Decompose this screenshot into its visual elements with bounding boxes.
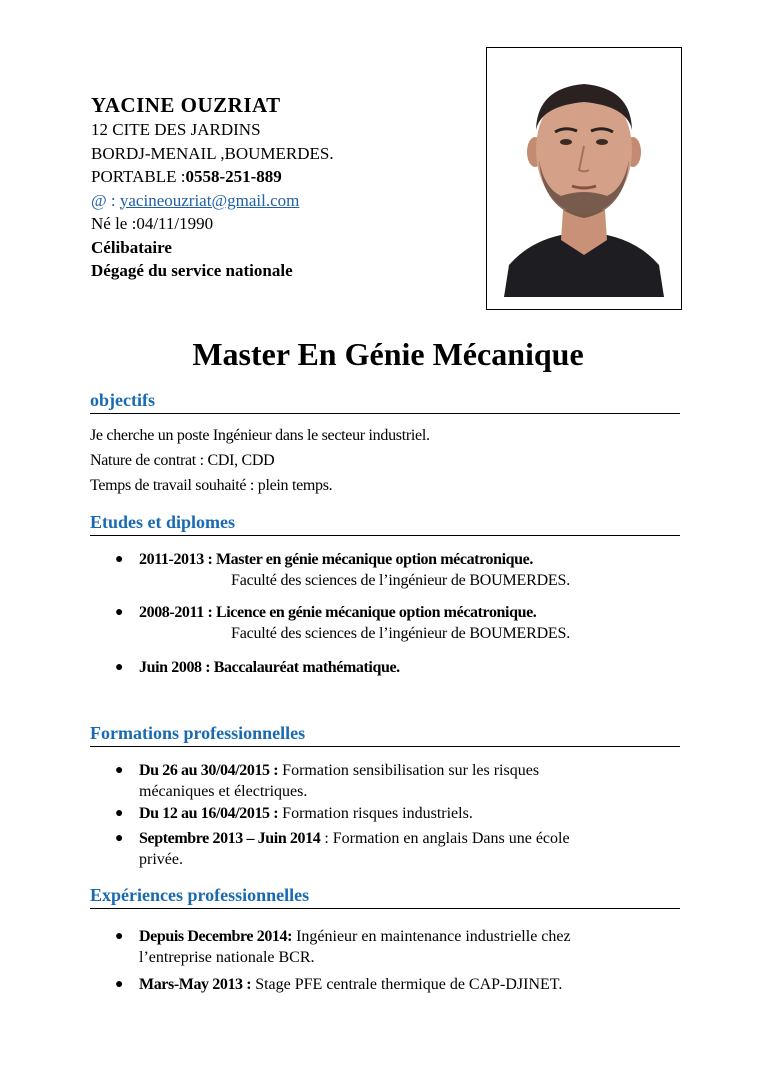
phone-label: PORTABLE : bbox=[91, 167, 186, 186]
contact-block bbox=[91, 92, 471, 283]
training-desc: : Formation en anglais Dans une école bbox=[320, 830, 570, 847]
bullet-icon: ● bbox=[115, 831, 124, 846]
marital-status: Célibataire bbox=[91, 237, 172, 257]
education-school: Faculté des sciences de l’ingénieur de BOUMERDES. bbox=[231, 572, 571, 589]
section-heading-formations: Formations professionnelles bbox=[90, 722, 680, 747]
section-heading-objectifs: objectifs bbox=[90, 389, 680, 414]
education-title: 2008-2011 : Licence en génie mécanique option mécatronique. bbox=[139, 604, 537, 621]
address-line-2: BORDJ-MENAIL ,BOUMERDES. bbox=[91, 143, 334, 163]
education-school: Faculté des sciences de l’ingénieur de BOUMERDES. bbox=[231, 625, 571, 642]
objective-line: Temps de travail souhaité : plein temps. bbox=[90, 477, 333, 494]
email-prefix: @ : bbox=[91, 190, 120, 210]
experience-desc: Stage PFE centrale thermique de CAP-DJINET. bbox=[251, 976, 563, 993]
bullet-icon: ● bbox=[115, 806, 124, 821]
list-item bbox=[115, 828, 675, 870]
training-desc: Formation sensibilisation sur les risques bbox=[278, 762, 540, 779]
military-status: Dégagé du service nationale bbox=[91, 261, 293, 280]
bullet-icon: ● bbox=[115, 763, 124, 778]
training-desc-continued: privée. bbox=[139, 851, 183, 868]
list-item bbox=[115, 549, 675, 591]
bullet-icon: ● bbox=[115, 660, 124, 675]
birth-date: Né le :04/11/1990 bbox=[91, 214, 214, 233]
education-title: 2011-2013 : Master en génie mécanique option mécatronique. bbox=[139, 551, 533, 568]
list-item bbox=[115, 602, 675, 644]
address-line-1: 12 CITE DES JARDINS bbox=[91, 120, 261, 139]
profile-photo-frame bbox=[486, 47, 682, 310]
training-desc: Formation risques industriels. bbox=[278, 805, 473, 822]
section-heading-experiences: Expériences professionnelles bbox=[90, 884, 680, 909]
training-desc-continued: mécaniques et électriques. bbox=[139, 783, 308, 800]
experience-date: Depuis Decembre 2014: bbox=[139, 928, 293, 945]
list-item bbox=[115, 974, 675, 995]
training-date: Septembre 2013 – Juin 2014 bbox=[139, 830, 321, 847]
list-item bbox=[115, 926, 675, 968]
experience-date: Mars-May 2013 : bbox=[139, 976, 252, 993]
bullet-icon: ● bbox=[115, 605, 124, 620]
experience-desc-continued: l’entreprise nationale BCR. bbox=[139, 949, 315, 966]
person-photo-icon bbox=[499, 60, 669, 297]
section-heading-etudes: Etudes et diplomes bbox=[90, 511, 680, 536]
page-title: Master En Génie Mécanique bbox=[192, 336, 584, 372]
phone-number: 0558-251-889 bbox=[185, 167, 282, 186]
list-item bbox=[115, 657, 675, 678]
candidate-name: YACINE OUZRIAT bbox=[91, 93, 281, 117]
phone-line bbox=[91, 165, 471, 189]
bullet-icon: ● bbox=[115, 929, 124, 944]
list-item bbox=[115, 760, 675, 802]
bullet-icon: ● bbox=[115, 552, 124, 567]
training-date: Du 26 au 30/04/2015 : bbox=[139, 762, 279, 779]
bullet-icon: ● bbox=[115, 977, 124, 992]
education-title: Juin 2008 : Baccalauréat mathématique. bbox=[139, 659, 400, 676]
objective-line: Nature de contrat : CDI, CDD bbox=[90, 452, 275, 469]
objective-line: Je cherche un poste Ingénieur dans le secteur industriel. bbox=[90, 427, 430, 444]
email-line bbox=[91, 189, 471, 213]
email-link[interactable]: yacineouzriat@gmail.com bbox=[119, 190, 300, 210]
list-item bbox=[115, 803, 675, 824]
training-date: Du 12 au 16/04/2015 : bbox=[139, 805, 279, 822]
experience-desc: Ingénieur en maintenance industrielle chez bbox=[292, 928, 571, 945]
